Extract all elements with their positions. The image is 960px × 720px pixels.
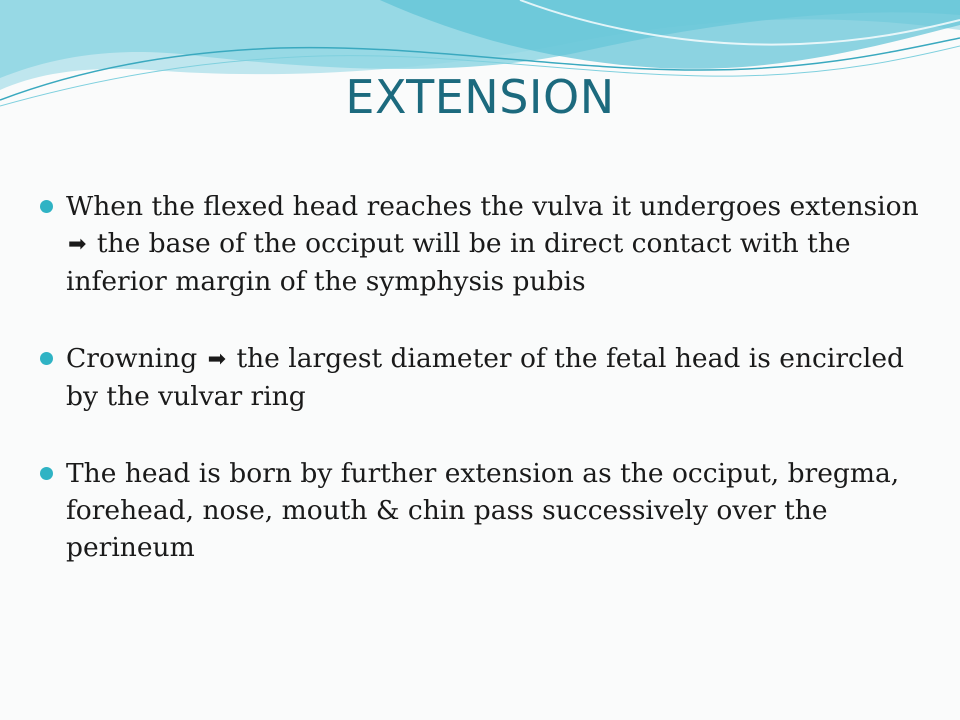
bullet-text: The head is born by further extension as the occiput, bregma, forehead, nose, mouth & chin pass successively over the perineum [66, 458, 900, 563]
bullet-list [40, 188, 920, 606]
bullet-text: the base of the occiput will be in direct contact with the inferior margin of the symphysis pubis [66, 228, 851, 297]
slide-title: EXTENSION [345, 70, 615, 124]
right-arrow-icon: ➡ [207, 347, 227, 372]
bullet-item-crowning [40, 340, 920, 415]
bullet-text: Crowning [66, 343, 206, 374]
bullet-item-head-born [40, 455, 920, 566]
bullet-item-head-extension [40, 188, 920, 300]
bullet-dot-icon [40, 467, 53, 480]
bullet-text: the largest diameter of the fetal head is encircled by the vulvar ring [66, 343, 904, 412]
right-arrow-icon: ➡ [68, 232, 87, 257]
bullet-dot-icon [40, 200, 53, 213]
bullet-dot-icon [40, 352, 53, 365]
bullet-text: When the flexed head reaches the vulva it undergoes extension [66, 191, 919, 222]
